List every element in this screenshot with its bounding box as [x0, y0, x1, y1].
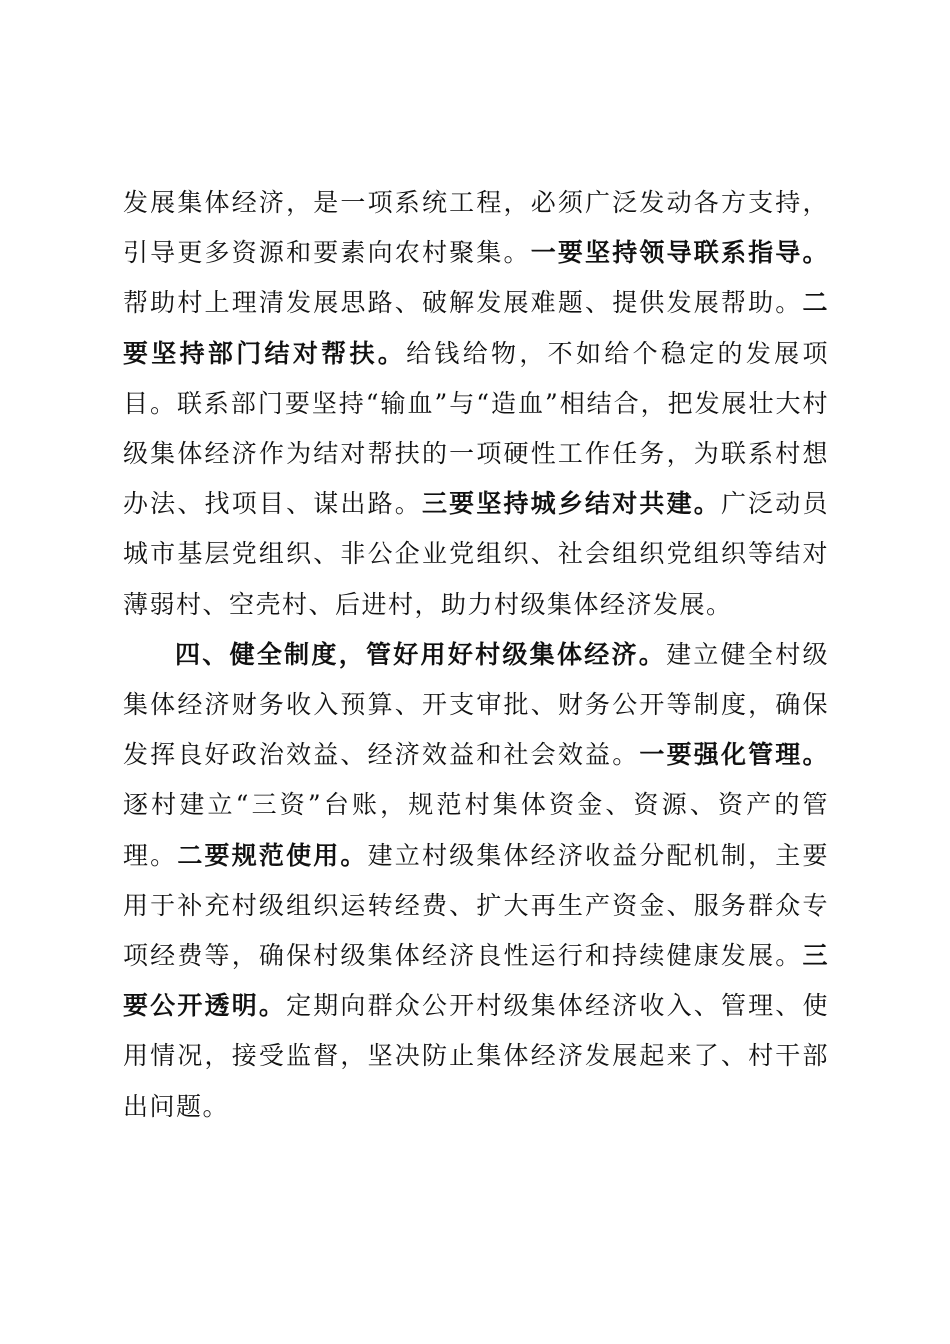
text-segment: 发展集体经济，是一项系统工程，必须广泛发动各方支持，引导更多资源和要素向农村聚集。 — [123, 188, 829, 268]
section-heading: 四、健全制度，管好用好村级集体经济。 — [175, 639, 667, 669]
bold-heading: 一要强化管理。 — [639, 740, 829, 770]
text-segment: 逐村建立“三资”台账，规范村集体资金、资源、资产的管理。 — [123, 790, 829, 870]
text-segment: 广泛动员城市基层党组织、非公企业党组织、社会组织党组织等结对薄弱村、空壳村、后进村，助力村级集体经济发展。 — [123, 489, 829, 619]
text-segment: 帮助村上理清发展思路、破解发展难题、提供发展帮助。 — [123, 288, 803, 318]
paragraph-section-four — [123, 630, 829, 1132]
bold-heading: 三要公开透明。 — [123, 941, 829, 1021]
document-body — [123, 178, 829, 1132]
bold-heading: 一要坚持领导联系指导。 — [530, 238, 829, 268]
bold-heading: 二要坚持部门结对帮扶。 — [123, 288, 829, 368]
bold-heading: 二要规范使用。 — [177, 840, 368, 870]
bold-heading: 三要坚持城乡结对共建。 — [421, 489, 721, 519]
text-segment: 给钱给物，不如给个稳定的发展项目。联系部门要坚持“输血”与“造血”相结合，把发展壮大村级集体经济作为结对帮扶的一项硬性工作任务，为联系村想办法、找项目、谋出路。 — [123, 338, 829, 519]
text-segment: 定期向群众公开村级集体经济收入、管理、使用情况，接受监督，坚决防止集体经济发展起来了、村干部出问题。 — [123, 991, 829, 1121]
paragraph-support — [123, 178, 829, 630]
text-segment: 建立村级集体经济收益分配机制，主要用于补充村级组织运转经费、扩大再生产资金、服务群众专项经费等，确保村级集体经济良性运行和持续健康发展。 — [123, 840, 829, 971]
text-segment: 建立健全村级集体经济财务收入预算、开支审批、财务公开等制度，确保发挥良好政治效益、经济效益和社会效益。 — [123, 639, 829, 770]
